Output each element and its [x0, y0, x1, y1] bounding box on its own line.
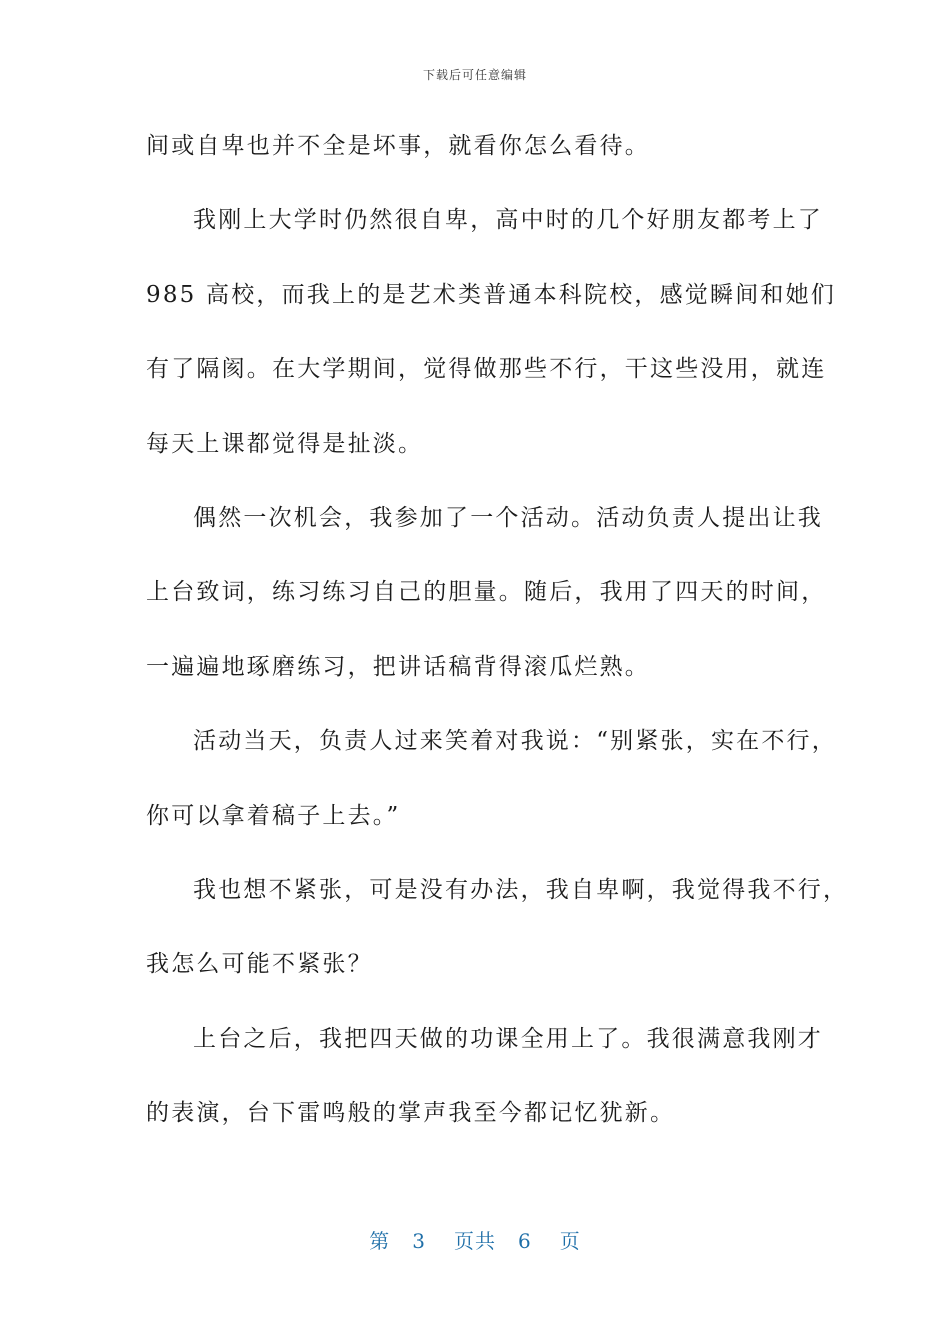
text-line: 的表演，台下雷鸣般的掌声我至今都记忆犹新。 [146, 1100, 676, 1127]
text-line: 每天上课都觉得是扯淡。 [146, 430, 424, 457]
page-number-middle: 页共 [454, 1229, 496, 1253]
text-line: 间或自卑也并不全是坏事，就看你怎么看待。 [146, 133, 650, 159]
text-line: 上台致词，练习练习自己的胆量。随后，我用了四天的时间， [146, 579, 827, 606]
text-line: 上台之后，我把四天做的功课全用上了。我很满意我刚才 [193, 1025, 823, 1052]
text-line: 我怎么可能不紧张？ [146, 951, 373, 978]
page-number-footer [0, 1225, 950, 1254]
text-line: 一遍遍地琢磨练习，把讲话稿背得滚瓜烂熟。 [146, 653, 650, 680]
text-line: 有了隔阂。在大学期间，觉得做那些不行，干这些没用，就连 [146, 356, 827, 383]
document-body [146, 120, 849, 1161]
page-number-prefix: 第 [369, 1229, 391, 1253]
text-line: 我刚上大学时仍然很自卑，高中时的几个好朋友都考上了 [193, 207, 823, 234]
text-line: 你可以拿着稿子上去。” [146, 802, 401, 829]
text-line: 偶然一次机会，我参加了一个活动。活动负责人提出让我 [193, 504, 823, 531]
current-page-number: 3 [412, 1229, 426, 1253]
page-number-suffix: 页 [559, 1229, 581, 1253]
text-line: 我也想不紧张，可是没有办法，我自卑啊，我觉得我不行， [193, 876, 849, 903]
page-header-note: 下载后可任意编辑 [422, 68, 527, 82]
text-line: 985 高校，而我上的是艺术类普通本科院校，感觉瞬间和她们 [146, 281, 837, 308]
text-line: 活动当天，负责人过来笑着对我说：“别紧张，实在不行， [193, 728, 837, 755]
total-pages-number: 6 [518, 1229, 532, 1253]
